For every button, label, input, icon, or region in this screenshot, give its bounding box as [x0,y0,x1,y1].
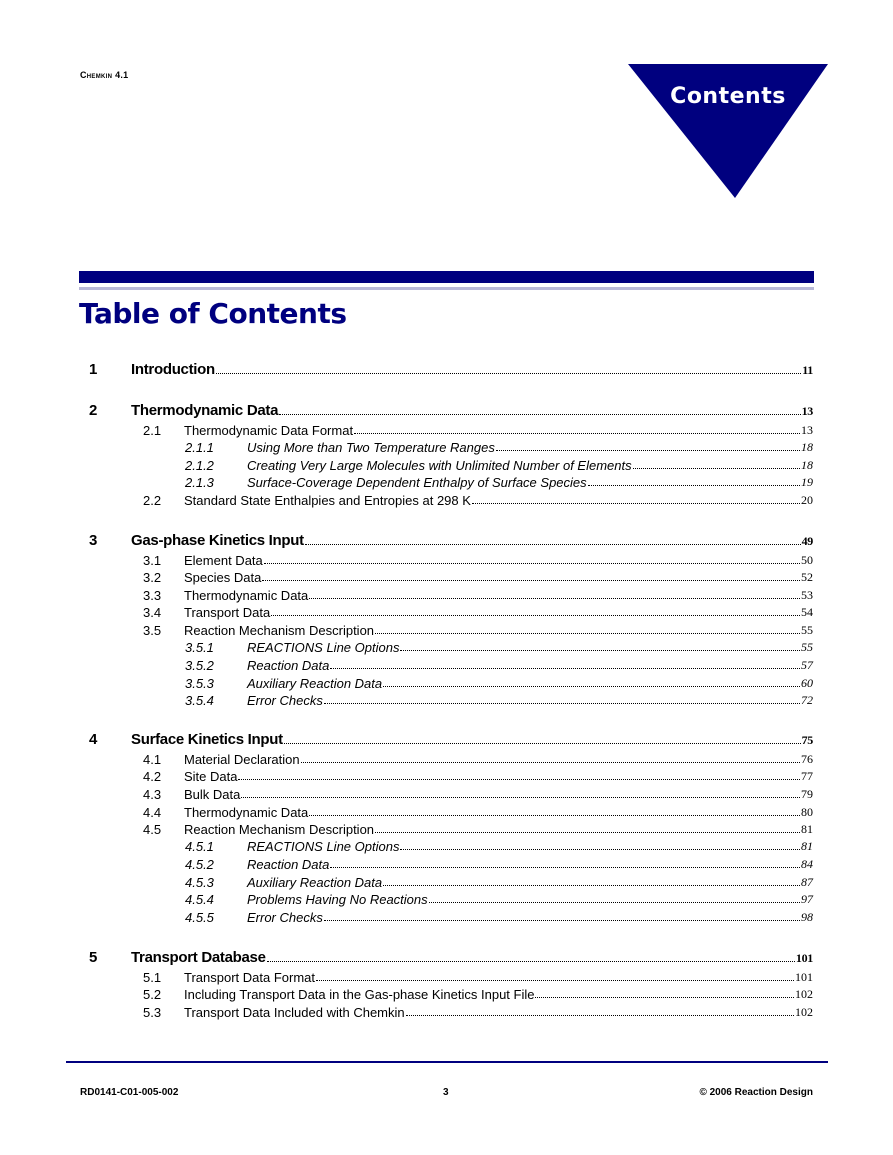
footer-rule [66,1061,828,1063]
toc-dot-leader [588,485,800,486]
toc-entry-page: 81 [801,839,813,853]
toc-entry-title[interactable]: Auxiliary Reaction Data [247,875,383,890]
toc-entry[interactable] [143,787,813,802]
toc-entry-number: 4.4 [143,805,162,820]
toc-entry-page: 81 [801,822,813,836]
toc-entry-title[interactable]: Transport Database [131,949,266,966]
toc-entry-page: 79 [801,787,813,801]
title-rule-thick [79,271,814,283]
toc-entry[interactable] [89,949,813,966]
toc-entry[interactable] [143,588,813,603]
toc-entry[interactable] [143,1005,813,1020]
toc-entry-title[interactable]: Auxiliary Reaction Data [247,676,383,691]
toc-entry-title[interactable]: Material Declaration [184,752,300,767]
footer-doc-id: RD0141-C01-005-002 [80,1087,179,1098]
toc-dot-leader [216,373,801,374]
toc-dot-leader [241,797,800,798]
toc-entry-title[interactable]: Introduction [131,361,215,378]
toc-entry-title[interactable]: Thermodynamic Data [184,588,309,603]
toc-entry-number: 3.5 [143,623,162,638]
toc-dot-leader [324,920,800,921]
contents-badge [628,64,828,198]
toc-entry-title[interactable]: Bulk Data [184,787,241,802]
toc-dot-leader [535,997,794,998]
toc-entry-number: 2.1.2 [185,458,214,473]
toc-entry-title[interactable]: Standard State Enthalpies and Entropies at 298 K [184,493,471,508]
toc-entry-number: 3.1 [143,553,162,568]
toc-entry[interactable] [185,458,813,473]
toc-entry[interactable] [185,857,813,872]
toc-entry[interactable] [185,640,813,655]
toc-entry-number: 4.5.2 [185,857,214,872]
toc-dot-leader [305,544,801,545]
toc-entry-title[interactable]: Transport Data Included with Chemkin [184,1005,405,1020]
toc-dot-leader [264,563,800,564]
toc-entry[interactable] [143,769,813,784]
toc-dot-leader [472,503,800,504]
toc-entry-number: 4.3 [143,787,162,802]
toc-entry-title[interactable]: Transport Data Format [184,970,316,985]
toc-entry-title[interactable]: Thermodynamic Data [184,805,309,820]
toc-entry-page: 77 [801,769,813,783]
toc-entry-number: 3.4 [143,605,162,620]
toc-entry-title[interactable]: REACTIONS Line Options [247,640,400,655]
toc-entry[interactable] [185,839,813,854]
toc-entry-number: 4.5.3 [185,875,214,890]
toc-entry-number: 5 [89,949,98,966]
toc-entry-number: 1 [89,361,98,378]
toc-entry-title[interactable]: Element Data [184,553,263,568]
toc-dot-leader [354,433,800,434]
toc-dot-leader [316,980,794,981]
toc-entry-title[interactable]: Reaction Mechanism Description [184,822,375,837]
toc-entry-number: 3.5.4 [185,693,214,708]
toc-entry-title[interactable]: Surface Kinetics Input [131,731,283,748]
toc-entry-page: 72 [801,693,813,707]
toc-entry-number: 3.5.2 [185,658,214,673]
toc-entry-number: 4 [89,731,98,748]
toc-entry-page: 54 [801,605,813,619]
toc-entry-title[interactable]: Reaction Data [247,857,330,872]
toc-dot-leader [301,762,800,763]
toc-dot-leader [400,650,800,651]
toc-entry-page: 18 [801,458,813,472]
footer-page-number: 3 [443,1087,449,1098]
footer-copyright: © 2006 Reaction Design [699,1087,813,1098]
toc-entry[interactable] [89,731,813,748]
toc-entry-title[interactable]: Thermodynamic Data Format [184,423,354,438]
toc-entry-title[interactable]: Site Data [184,769,238,784]
toc-dot-leader [429,902,800,903]
toc-entry-number: 4.2 [143,769,162,784]
toc-entry-page: 80 [801,805,813,819]
toc-entry-number: 2.1.1 [185,440,214,455]
toc-entry-page: 97 [801,892,813,906]
toc-dot-leader [262,580,800,581]
toc-entry-number: 2.2 [143,493,162,508]
toc-entry-number: 5.2 [143,987,162,1002]
toc-entry-number: 2.1.3 [185,475,214,490]
toc-entry-page: 50 [801,553,813,567]
toc-dot-leader [375,633,800,634]
toc-entry-page: 101 [795,970,813,984]
toc-entry-title[interactable]: Surface-Coverage Dependent Enthalpy of Surface Species [247,475,587,490]
toc-entry-number: 4.5 [143,822,162,837]
toc-dot-leader [496,450,800,451]
toc-entry[interactable] [143,805,813,820]
running-header: Chemkin 4.1 [80,70,129,80]
toc-entry[interactable] [185,475,813,490]
toc-entry-title[interactable]: Reaction Data [247,658,330,673]
toc-dot-leader [271,615,800,616]
toc-entry[interactable] [143,570,813,585]
toc-entry[interactable] [143,822,813,837]
toc-entry[interactable] [185,658,813,673]
toc-dot-leader [633,468,800,469]
toc-entry-title[interactable]: Error Checks [247,693,323,708]
toc-entry-title[interactable]: REACTIONS Line Options [247,839,400,854]
toc-entry-page: 52 [801,570,813,584]
toc-entry[interactable] [143,553,813,568]
toc-entry-number: 3.2 [143,570,162,585]
toc-entry-number: 3.5.3 [185,676,214,691]
toc-entry-page: 53 [801,588,813,602]
toc-entry-page: 13 [801,423,813,437]
toc-entry-number: 2 [89,402,98,419]
toc-entry-page: 18 [801,440,813,454]
toc-entry-page: 101 [795,951,813,965]
toc-entry-number: 3.5.1 [185,640,214,655]
toc-entry-page: 13 [801,404,813,418]
toc-entry[interactable] [143,987,813,1002]
toc-entry[interactable] [89,532,813,549]
toc-entry-page: 84 [801,857,813,871]
toc-entry[interactable] [89,361,813,378]
toc-dot-leader [406,1015,794,1016]
toc-entry-page: 98 [801,910,813,924]
toc-entry-title[interactable]: Gas-phase Kinetics Input [131,532,304,549]
toc-entry[interactable] [185,676,813,691]
toc-dot-leader [309,598,800,599]
toc-entry-page: 57 [801,658,813,672]
toc-entry-page: 20 [801,493,813,507]
toc-entry-title[interactable]: Thermodynamic Data [131,402,279,419]
page-title: Table of Contents [79,297,347,330]
toc-entry-number: 3 [89,532,98,549]
toc-entry-page: 102 [795,1005,813,1019]
toc-entry-number: 3.3 [143,588,162,603]
toc-dot-leader [324,703,800,704]
toc-dot-leader [267,961,795,962]
toc-dot-leader [383,885,800,886]
toc-entry-number: 5.3 [143,1005,162,1020]
toc-entry-title[interactable]: Including Transport Data in the Gas-phase Kinetics Input File [184,987,535,1002]
toc-entry-title[interactable]: Using More than Two Temperature Ranges [247,440,495,455]
toc-entry-number: 4.5.5 [185,910,214,925]
toc-dot-leader [383,686,800,687]
toc-entry[interactable] [185,693,813,708]
toc-entry[interactable] [143,752,813,767]
toc-entry-title[interactable]: Species Data [184,570,262,585]
toc-dot-leader [309,815,800,816]
toc-entry-number: 4.5.1 [185,839,214,854]
toc-dot-leader [284,743,801,744]
badge-label: Contents [670,84,786,109]
toc-entry[interactable] [185,440,813,455]
toc-entry[interactable] [143,493,813,508]
toc-dot-leader [330,867,800,868]
toc-entry-page: 102 [795,987,813,1001]
toc-entry[interactable] [143,623,813,638]
toc-entry-title[interactable]: Creating Very Large Molecules with Unlimited Number of Elements [247,458,632,473]
toc-entry-page: 76 [801,752,813,766]
toc-entry-page: 55 [801,640,813,654]
toc-entry[interactable] [185,892,813,907]
toc-dot-leader [279,414,800,415]
toc-entry[interactable] [143,970,813,985]
toc-entry-page: 60 [801,676,813,690]
toc-entry-number: 4.5.4 [185,892,214,907]
toc-entry-number: 2.1 [143,423,162,438]
toc-entry-page: 87 [801,875,813,889]
toc-entry[interactable] [185,875,813,890]
toc-entry-number: 5.1 [143,970,162,985]
toc-entry-number: 4.1 [143,752,162,767]
toc-dot-leader [238,779,800,780]
toc-entry-page: 11 [802,363,813,377]
toc-entry-title[interactable]: Error Checks [247,910,323,925]
toc-entry-title[interactable]: Problems Having No Reactions [247,892,428,907]
toc-entry-title[interactable]: Reaction Mechanism Description [184,623,375,638]
toc-dot-leader [400,849,800,850]
toc-entry[interactable] [143,605,813,620]
toc-dot-leader [375,832,800,833]
toc-entry-title[interactable]: Transport Data [184,605,271,620]
title-rule-thin [79,287,814,290]
toc-entry-page: 49 [801,534,813,548]
toc-dot-leader [330,668,800,669]
toc-entry[interactable] [185,910,813,925]
toc-entry-page: 55 [801,623,813,637]
toc-entry-page: 19 [801,475,813,489]
toc-entry[interactable] [143,423,813,438]
toc-entry-page: 75 [801,733,813,747]
toc-entry[interactable] [89,402,813,419]
